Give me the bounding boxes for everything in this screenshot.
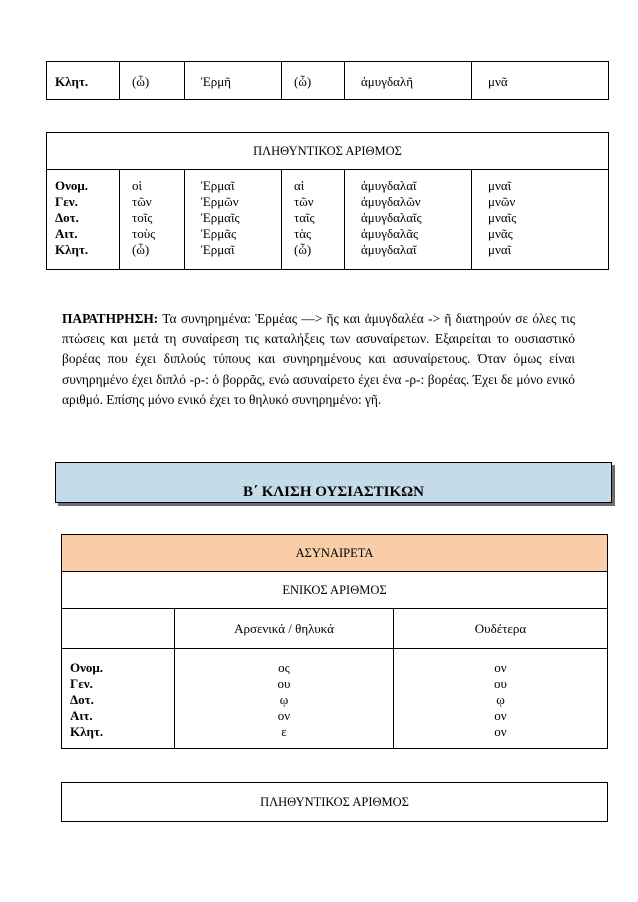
note-text: Τα συνηρημένα: Ἑρμέας —> ῆς και ἀμυγδαλέα -> ῆ διατηρούν σε όλες τις πτώσεις και μετά τη συναίρεση τις καταλήξεις των ασυναίρετων. Εξαιρείται το ουσιαστικό βορέας που έχει διπλούς τύπους και συνηρημένους και ασυναίρετους. Όταν όμως είναι συνηρημένο έχει διπλό -ρ-: ὁ βορρᾶς, ενώ ασυναίρετο έχει ένα -ρ-: βορέας. Έχει δε μόνο ενικό αριθμό. Επίσης μόνο ενικό έχει το θηλυκό συνηρημένο: γῆ.: [62, 311, 575, 407]
case-labels-column: [62, 649, 175, 749]
note-label: ΠΑΡΑΤΗΡΗΣΗ:: [62, 311, 159, 326]
case-label: Ονομ.: [55, 178, 89, 193]
article-cell: αἱ: [294, 178, 305, 193]
article-cell: (ὦ): [294, 242, 312, 257]
case-label: Γεν.: [70, 676, 93, 691]
masc-fem-header: Αρσενικά / θηλυκά: [175, 609, 394, 649]
noun-cell: ἀμυγδαλῆ: [345, 62, 472, 100]
noun-cell: Ἑρμᾶς: [201, 226, 237, 241]
ending-cell: ῳ: [496, 692, 505, 707]
article-cell: οἱ: [132, 178, 142, 193]
case-labels-column: [47, 170, 120, 270]
ending-cell: ῳ: [279, 692, 289, 707]
section-banner: [55, 462, 612, 503]
noun-cell: μνῶν: [488, 194, 516, 209]
plural-heading: ΠΛΗΘΥΝΤΙΚΟΣ ΑΡΙΘΜΟΣ: [47, 133, 609, 170]
article-cell: ταῖς: [294, 210, 315, 225]
noun-cell: Ἑρμῶν: [201, 194, 239, 209]
noun-cell: ἀμυγδαλῶν: [361, 194, 421, 209]
case-label: Δοτ.: [55, 210, 79, 225]
article-column: [120, 170, 185, 270]
article-cell: τοῖς: [132, 210, 153, 225]
ending-cell: ον: [494, 708, 507, 723]
article-cell: τῶν: [132, 194, 152, 209]
ending-cell: ος: [278, 660, 290, 675]
article-cell: (ὦ): [282, 62, 345, 100]
neuter-endings-column: [394, 649, 608, 749]
ending-cell: ον: [494, 660, 507, 675]
case-label: Ονομ.: [70, 660, 104, 675]
noun-cell: ἀμυγδαλαῖ: [361, 178, 417, 193]
case-label: Δοτ.: [70, 692, 94, 707]
case-label: Αιτ.: [55, 226, 78, 241]
neuter-header: Ουδέτερα: [394, 609, 608, 649]
noun-cell: μναῖ: [488, 178, 512, 193]
article-cell: (ὦ): [120, 62, 185, 100]
article-cell: τῶν: [294, 194, 314, 209]
singular-vocative-row: [46, 61, 609, 100]
noun-cell: μναῖς: [488, 210, 517, 225]
plural-heading-box: [61, 782, 608, 822]
note-paragraph: [62, 309, 575, 410]
mna-column: [472, 170, 609, 270]
case-label: Γεν.: [55, 194, 78, 209]
empty-header-cell: [62, 609, 175, 649]
article-cell: τοὺς: [132, 226, 156, 241]
noun-cell: ἀμυγδαλαῖς: [361, 210, 422, 225]
noun-cell: ἀμυγδαλαῖ: [361, 242, 417, 257]
singular-heading: ΕΝΙΚΟΣ ΑΡΙΘΜΟΣ: [62, 572, 608, 609]
section-banner-title: Β΄ ΚΛΙΣΗ ΟΥΣΙΑΣΤΙΚΩΝ: [243, 484, 424, 500]
asynaireta-title: ΑΣΥΝΑΙΡΕΤΑ: [62, 535, 608, 572]
noun-cell: μνᾶς: [488, 226, 513, 241]
case-label: Κλητ.: [47, 62, 120, 100]
noun-cell: ἀμυγδαλᾶς: [361, 226, 419, 241]
ending-cell: ον: [494, 724, 507, 739]
asynaireta-table: [61, 534, 608, 749]
plural-heading: ΠΛΗΘΥΝΤΙΚΟΣ ΑΡΙΘΜΟΣ: [62, 783, 608, 822]
ending-cell: ον: [277, 708, 291, 723]
hermes-column: [185, 170, 282, 270]
case-label: Κλητ.: [70, 724, 104, 739]
case-label: Κλητ.: [55, 242, 89, 257]
noun-cell: Ἑρμαῖ: [201, 242, 235, 257]
noun-cell: Ἑρμαῖς: [201, 210, 240, 225]
ending-cell: ου: [494, 676, 507, 691]
ending-cell: ου: [277, 676, 291, 691]
article-cell: τὰς: [294, 226, 312, 241]
masc-fem-endings-column: [175, 649, 394, 749]
ending-cell: ε: [281, 724, 287, 739]
noun-cell: μνᾶ: [472, 62, 609, 100]
noun-cell: Ἑρμαῖ: [201, 178, 235, 193]
noun-cell: Ἑρμῆ: [185, 62, 282, 100]
almond-column: [345, 170, 472, 270]
article-cell: (ὦ): [132, 242, 150, 257]
plural-table: [46, 132, 609, 270]
article-column: [282, 170, 345, 270]
case-label: Αιτ.: [70, 708, 93, 723]
noun-cell: μναῖ: [488, 242, 512, 257]
